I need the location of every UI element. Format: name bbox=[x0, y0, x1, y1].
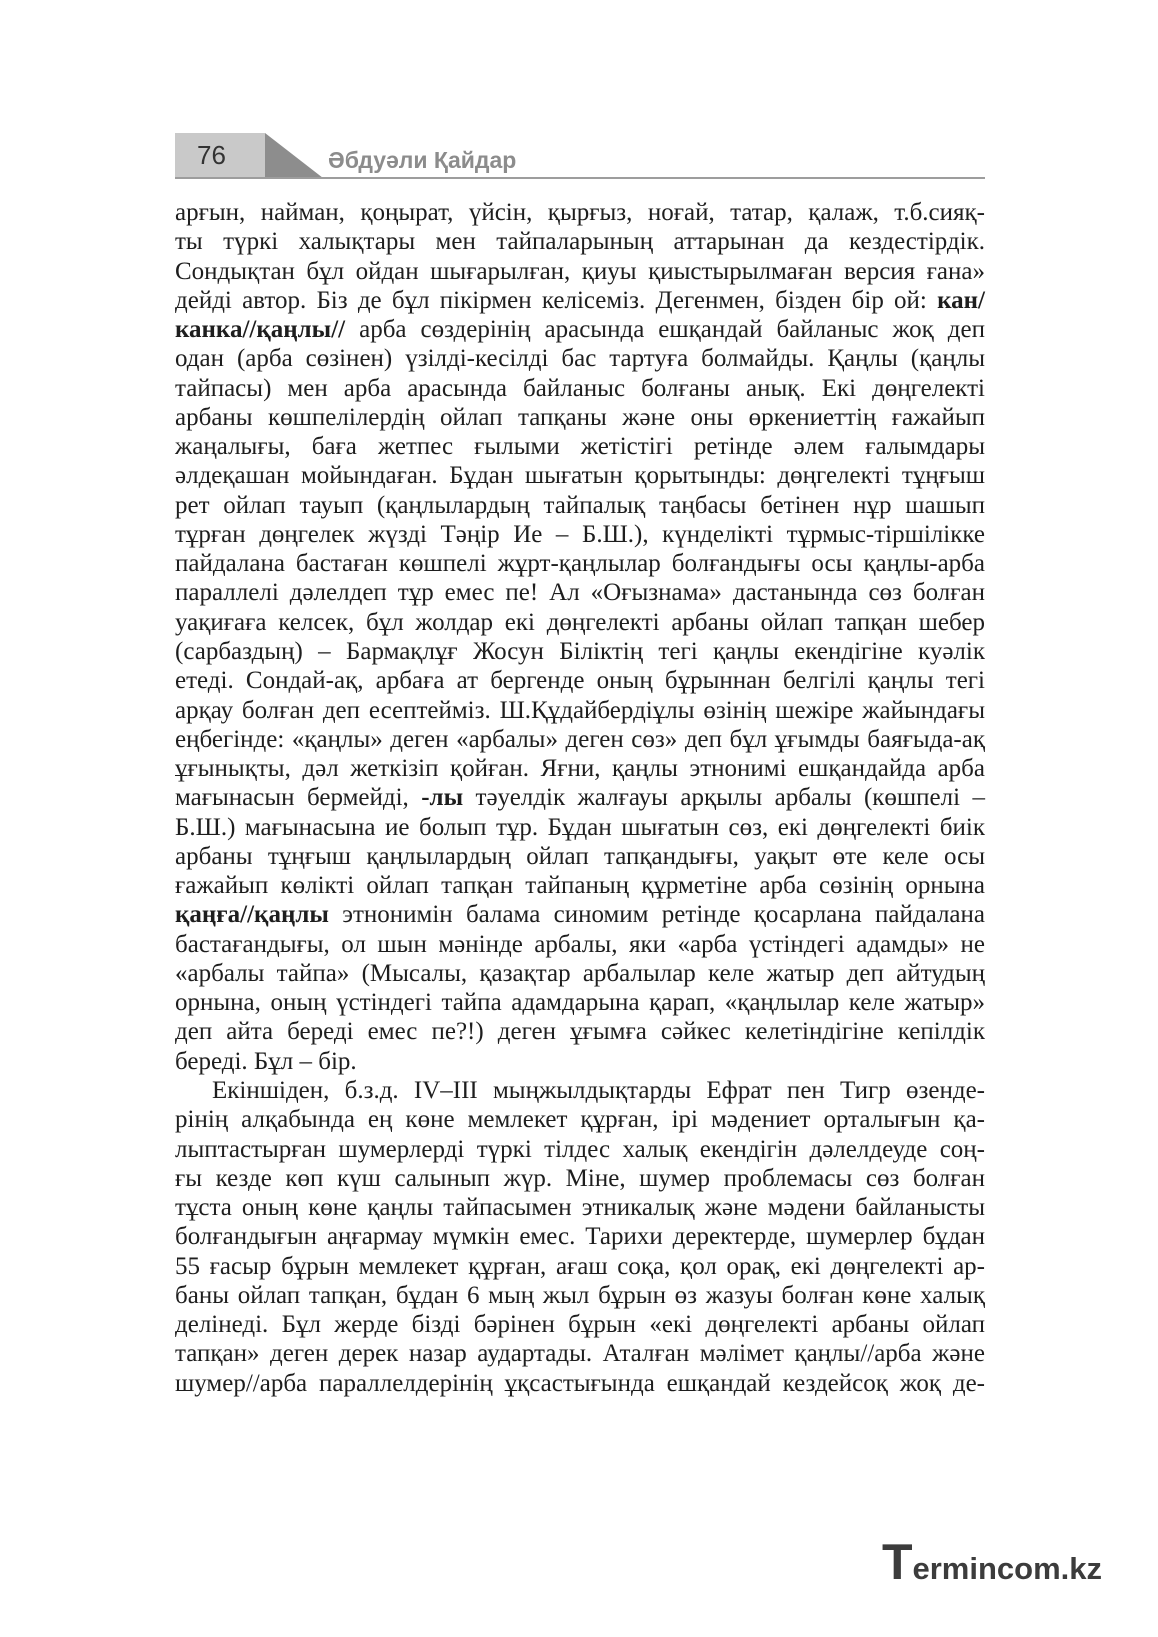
line-text bbox=[175, 1018, 985, 1045]
text-run: ұғынықты, дәл жеткізіп қойған. Яғни, қаңлы этнонимі ешқандайда арба bbox=[175, 755, 985, 783]
text-run: Б.Ш.) мағынасына ие болып тұр. Бұдан шығатын сөз, екі дөңгелекті биік bbox=[175, 813, 985, 841]
text-run: ғы кезде көп күш салынып жүр. Міне, шумер проблемасы сөз болған bbox=[175, 1164, 985, 1192]
text-line bbox=[175, 666, 985, 695]
bold-term: кан/ bbox=[937, 286, 985, 314]
paragraph bbox=[175, 1076, 985, 1398]
text-line bbox=[175, 1281, 985, 1310]
paragraph bbox=[175, 198, 985, 1076]
text-run: пайдалана бастаған көшпелі жұрт-қаңлылар болғандығы осы қаңлы-арба bbox=[175, 550, 985, 578]
text-line bbox=[175, 461, 985, 490]
text-line bbox=[175, 871, 985, 900]
text-line bbox=[175, 783, 985, 812]
text-line bbox=[175, 257, 985, 286]
line-text bbox=[175, 872, 985, 899]
text-line bbox=[175, 725, 985, 754]
text-run: арба сөздерінің арасында ешқандай байланыс жоқ деп bbox=[345, 316, 985, 344]
text-line bbox=[175, 1047, 985, 1076]
text-run: параллелі дәлелдеп тұр емес пе! Ал «Оғызнама» дастанында сөз болған bbox=[175, 579, 985, 607]
text-line bbox=[175, 1339, 985, 1368]
text-run: арқау болған деп есептейміз. Ш.Құдайбердіұлы өзінің шежіре жайындағы bbox=[175, 696, 985, 724]
text-line bbox=[175, 1222, 985, 1251]
line-text bbox=[175, 258, 985, 285]
line-text bbox=[175, 814, 985, 841]
line-text bbox=[175, 345, 985, 372]
text-line bbox=[175, 491, 985, 520]
text-run: рет ойлап тауып (қаңлылардың тайпалық таңбасы бетінен нұр шашып bbox=[175, 491, 985, 519]
text-line bbox=[175, 578, 985, 607]
line-text bbox=[175, 638, 985, 665]
text-run: «арбалы тайпа» (Мысалы, қазақтар арбалылар келе жатыр деп айтудың bbox=[175, 959, 985, 987]
text-line bbox=[175, 608, 985, 637]
text-line bbox=[175, 1369, 985, 1398]
line-text bbox=[175, 1370, 985, 1397]
text-run: (сарбаздың) – Бармақлұғ Жосун Біліктің тегі қаңлы екендігіне куәлік bbox=[175, 637, 985, 665]
line-text bbox=[175, 1311, 985, 1338]
header-triangle bbox=[265, 133, 323, 178]
text-line bbox=[175, 198, 985, 227]
header-rule bbox=[175, 177, 985, 179]
line-text bbox=[175, 404, 985, 431]
text-run: тайпасы) мен арба арасында байланыс болғаны анық. Екі дөңгелекті bbox=[175, 374, 985, 402]
text-line bbox=[175, 1164, 985, 1193]
line-text bbox=[175, 960, 985, 987]
line-text bbox=[175, 287, 985, 314]
line-text bbox=[175, 843, 985, 870]
text-run: арғын, найман, қоңырат, үйсін, қырғыз, ноғай, татар, қалаж, т.б.сияқ- bbox=[175, 199, 985, 226]
text-run: әлдеқашан мойындаған. Бұдан шығатын қорытынды: дөңгелекті тұңғыш bbox=[175, 462, 985, 490]
line-text bbox=[175, 579, 985, 606]
text-line bbox=[175, 696, 985, 725]
text-line bbox=[175, 930, 985, 959]
text-line bbox=[175, 959, 985, 988]
line-text bbox=[175, 375, 985, 402]
text-line bbox=[212, 1076, 985, 1105]
line-text bbox=[175, 1136, 985, 1163]
text-run: арбаны тұңғыш қаңлылардың ойлап тапқандығы, уақыт өте келе осы bbox=[175, 842, 985, 870]
line-text bbox=[175, 433, 985, 460]
watermark-logo: Termincom.kz bbox=[881, 1534, 1102, 1590]
bold-term: қаңға//қаңлы bbox=[175, 901, 329, 929]
text-run: тәуелдік жалғауы арқылы арбалы (көшпелі – bbox=[463, 784, 985, 812]
text-run: мағынасын бермейді, bbox=[175, 784, 422, 812]
line-text bbox=[175, 462, 985, 489]
text-run: Сондықтан бұл ойдан шығарылған, қиуы қиыстырылмаған версия ғана» bbox=[175, 257, 985, 285]
text-line bbox=[175, 637, 985, 666]
text-run: рінің алқабында ең көне мемлекет құрған, ірі мәдениет орталығын қа- bbox=[175, 1106, 985, 1134]
text-run: тұста оның көне қаңлы тайпасымен этникалық және мәдени байланысты bbox=[175, 1194, 985, 1222]
text-line bbox=[175, 520, 985, 549]
text-line bbox=[175, 432, 985, 461]
text-line bbox=[175, 1017, 985, 1046]
line-text bbox=[175, 931, 985, 958]
text-run: лыптастырған шумерлерді түркі тілдес халық екендігін дәлелдеуде соң- bbox=[175, 1135, 985, 1163]
text-run: арбаны көшпелілердің ойлап тапқаны және оны өркениеттің ғажайып bbox=[175, 403, 985, 431]
text-run: деп айта береді емес пе?!) деген ұғымға сәйкес келетіндігіне кепілдік bbox=[175, 1018, 985, 1046]
line-text bbox=[175, 228, 985, 255]
line-text bbox=[175, 1253, 985, 1280]
text-line bbox=[175, 344, 985, 373]
line-text bbox=[175, 697, 985, 724]
line-text bbox=[175, 901, 985, 928]
text-line bbox=[175, 315, 985, 344]
text-line bbox=[175, 754, 985, 783]
text-run: одан (арба сөзінен) үзілді-кесілді бас тартуға болмайды. Қаңлы (қаңлы bbox=[175, 345, 985, 373]
line-text bbox=[175, 1106, 985, 1133]
bold-term: канка//қаңлы// bbox=[175, 316, 346, 344]
text-line bbox=[175, 1193, 985, 1222]
text-line bbox=[175, 286, 985, 315]
text-run: ты түркі халықтары мен тайпаларының аттарынан да кездестірдік. bbox=[175, 228, 985, 256]
text-line bbox=[175, 988, 985, 1017]
line-text bbox=[175, 492, 985, 519]
text-run: уақиғаға келсек, бұл жолдар екі дөңгелекті арбаны ойлап тапқан шебер bbox=[175, 608, 985, 636]
line-text bbox=[175, 550, 985, 577]
text-run: этнонимін балама синомим ретінде қосарлана пайдалана bbox=[328, 901, 985, 929]
line-text bbox=[175, 726, 985, 753]
text-line bbox=[175, 1310, 985, 1339]
line-text bbox=[212, 1077, 985, 1104]
text-run: болғандығын аңғармау мүмкін емес. Тарихи деректерде, шумерлер бұдан bbox=[175, 1223, 985, 1251]
text-line bbox=[175, 1252, 985, 1281]
line-text bbox=[175, 316, 985, 343]
text-run: тұрған дөңгелек жүзді Тәңір Ие – Б.Ш.), күнделікті тұрмыс-тіршілікке bbox=[175, 520, 985, 548]
line-text bbox=[175, 784, 985, 811]
text-run: орнына, оның үстіндегі тайпа адамдарына қарап, «қаңлылар келе жатыр» bbox=[175, 989, 985, 1017]
text-run: 55 ғасыр бұрын мемлекет құрған, ағаш соқа, қол орақ, екі дөңгелекті ар- bbox=[175, 1252, 985, 1280]
text-line bbox=[175, 900, 985, 929]
running-title-author: Әбдуәли Қайдар bbox=[328, 147, 517, 173]
header-triangle-shape bbox=[265, 133, 323, 178]
line-text bbox=[175, 199, 985, 226]
line-text bbox=[175, 1282, 985, 1309]
line-text bbox=[175, 1194, 985, 1221]
text-run: Екіншіден, б.з.д. IV–III мыңжылдықтарды Ефрат пен Тигр өзенде- bbox=[212, 1076, 985, 1104]
text-line bbox=[175, 813, 985, 842]
text-run: делінеді. Бұл жерде бізді бәрінен бұрын «екі дөңгелекті арбаны ойлап bbox=[175, 1311, 985, 1339]
text-run: еңбегінде: «қаңлы» деген «арбалы» деген сөз» деп бұл ұғымды баяғыда-ақ bbox=[175, 725, 985, 753]
text-line bbox=[175, 1105, 985, 1134]
text-line bbox=[175, 842, 985, 871]
text-run: шумер//арба параллелдерінің ұқсастығында ешқандай кездейсоқ жоқ де- bbox=[175, 1369, 985, 1397]
text-run: баны ойлап тапқан, бұдан 6 мың жыл бұрын өз жазуы болған көне халық bbox=[175, 1281, 985, 1309]
text-line bbox=[175, 374, 985, 403]
text-line bbox=[175, 403, 985, 432]
page-number: 76 bbox=[197, 140, 226, 170]
line-text bbox=[175, 755, 985, 782]
text-line bbox=[175, 227, 985, 256]
text-run: бастағандығы, ол шын мәнінде арбалы, яки «арба үстіндегі адамды» не bbox=[175, 930, 985, 958]
body-text bbox=[175, 198, 985, 1398]
bold-term: -лы bbox=[421, 784, 464, 812]
text-line bbox=[175, 549, 985, 578]
line-text bbox=[175, 609, 985, 636]
line-text bbox=[175, 1340, 985, 1367]
text-run: тапқан» деген дерек назар аудартады. Аталған мәлімет қаңлы//арба және bbox=[175, 1340, 985, 1368]
line-text bbox=[175, 1223, 985, 1250]
line-text bbox=[175, 521, 985, 548]
line-text bbox=[175, 1048, 357, 1075]
text-run: береді. Бұл – бір. bbox=[175, 1047, 357, 1075]
line-text bbox=[175, 989, 985, 1016]
text-run: жаңалығы, баға жетпес ғылыми жетістігі ретінде әлем ғалымдары bbox=[175, 433, 985, 461]
line-text bbox=[175, 667, 985, 694]
text-run: дейді автор. Біз де бұл пікірмен келісеміз. Дегенмен, бізден бір ой: bbox=[175, 286, 938, 314]
line-text bbox=[175, 1165, 985, 1192]
text-line bbox=[175, 1135, 985, 1164]
text-run: ғажайып көлікті ойлап тапқан тайпаның құрметіне арба сөзінің орнына bbox=[175, 872, 985, 900]
text-run: етеді. Сондай-ақ, арбаға ат бергенде оның бұрыннан белгілі қаңлы тегі bbox=[175, 667, 985, 695]
